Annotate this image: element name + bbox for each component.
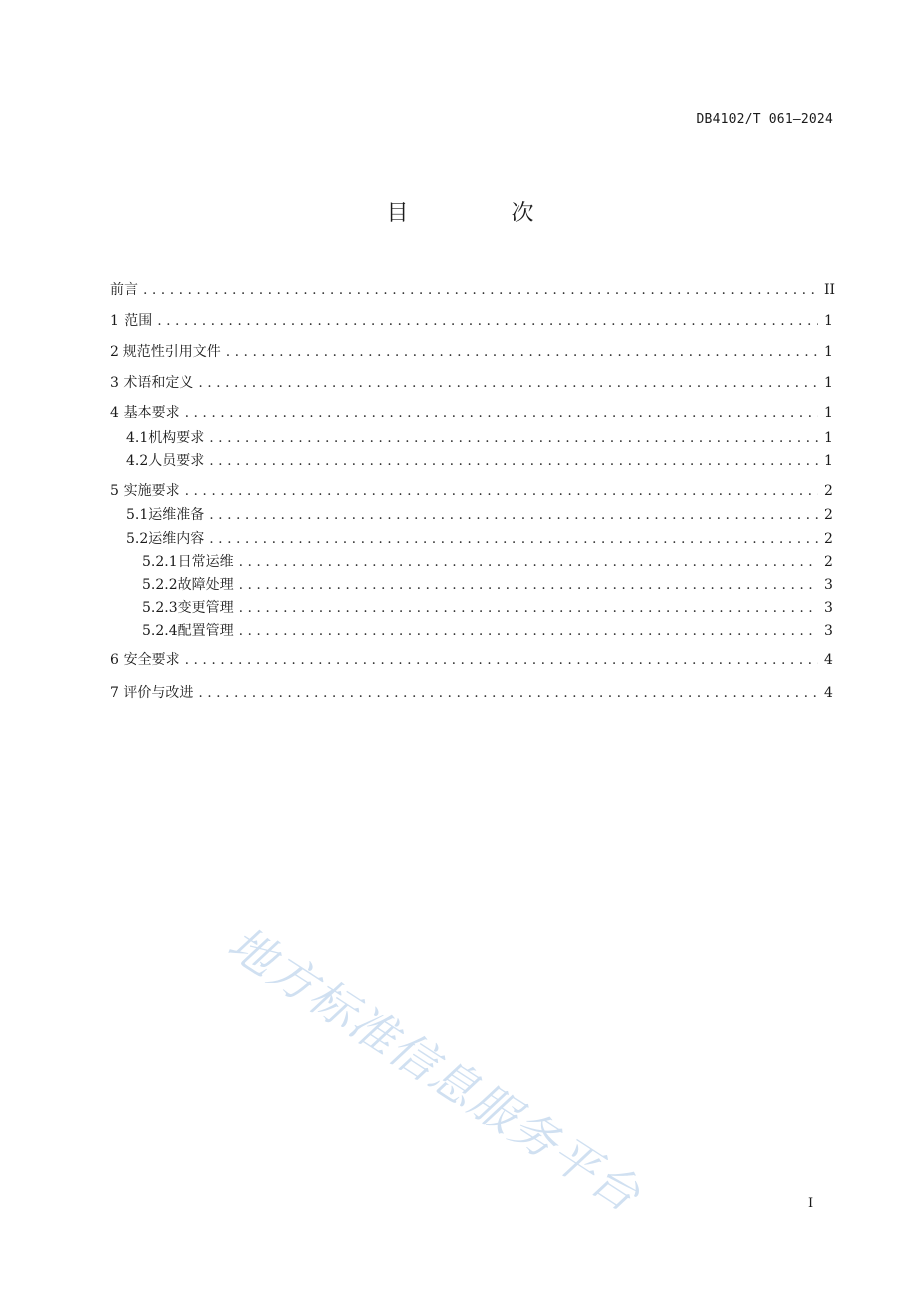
toc-entry[interactable]	[142, 575, 832, 595]
toc-entry[interactable]	[126, 505, 832, 525]
toc-entry-number: 5.2.4	[142, 623, 178, 639]
toc-dot-leader	[239, 575, 818, 595]
toc-entry-label: 术语和定义	[123, 375, 194, 391]
toc-entry-label: 故障处理	[177, 577, 234, 593]
toc-entry[interactable]	[126, 428, 832, 448]
toc-entry-page: 2	[824, 507, 833, 523]
toc-entry-number: 5.1	[126, 507, 149, 523]
toc-entry-page: 1	[824, 453, 833, 469]
toc-dot-leader	[209, 529, 818, 549]
toc-entry-label: 变更管理	[177, 600, 234, 616]
toc-entry-page: 1	[824, 313, 833, 329]
toc-entry[interactable]	[110, 683, 832, 703]
toc-entry-number: 3	[110, 375, 119, 391]
toc-entry-page: 1	[824, 405, 833, 421]
toc-entry[interactable]	[126, 451, 832, 471]
toc-entry-page: 2	[824, 483, 833, 499]
toc-entry-label: 规范性引用文件	[122, 344, 221, 360]
toc-dot-leader	[239, 598, 818, 618]
toc-entry-label: 配置管理	[177, 623, 234, 639]
toc-entry-number: 1	[110, 313, 119, 329]
toc-entry[interactable]	[142, 598, 832, 618]
toc-entry-label: 前言	[110, 282, 138, 298]
toc-dot-leader	[143, 280, 818, 300]
toc-entry[interactable]	[110, 311, 832, 331]
toc-entry-number: 7	[110, 685, 119, 701]
toc-title: 目 次	[386, 201, 582, 226]
toc-entry-page: 4	[824, 652, 833, 668]
toc-entry-page: 1	[824, 344, 833, 360]
toc-entry-label: 基本要求	[123, 405, 180, 421]
toc-entry-number: 2	[110, 344, 119, 360]
toc-entry-page: 2	[824, 531, 833, 547]
toc-entry[interactable]	[110, 280, 836, 300]
toc-entry-number: 5	[110, 483, 119, 499]
toc-entry-label: 日常运维	[177, 554, 234, 570]
toc-entry-page: 3	[824, 577, 833, 593]
toc-dot-leader	[198, 373, 818, 393]
toc-entry-number: 5.2.1	[142, 554, 178, 570]
toc-entry-label: 范围	[124, 313, 153, 329]
toc-entry-label: 人员要求	[148, 453, 205, 469]
document-code: DB4102/T 061—2024	[696, 112, 833, 127]
toc-entry-number: 4.1	[126, 430, 149, 446]
toc-entry-page: 4	[824, 685, 833, 701]
toc-entry-label: 运维内容	[148, 531, 205, 547]
toc-entry[interactable]	[110, 342, 832, 362]
toc-entry[interactable]	[110, 403, 832, 423]
toc-entry-number: 5.2	[126, 531, 149, 547]
toc-entry-label: 运维准备	[148, 507, 205, 523]
toc-entry[interactable]	[142, 621, 832, 641]
toc-entry-label: 安全要求	[123, 652, 180, 668]
toc-entry-number: 5.2.3	[142, 600, 178, 616]
page-number: I	[808, 1196, 814, 1211]
toc-entry-label: 机构要求	[148, 430, 205, 446]
toc-dot-leader	[185, 650, 818, 670]
toc-entry-page: 3	[824, 600, 833, 616]
toc-entry-number: 4	[110, 405, 119, 421]
watermark: 地方标准信息服务平台	[218, 915, 651, 1223]
toc-entry-page: II	[824, 282, 836, 298]
toc-entry[interactable]	[110, 650, 832, 670]
toc-entry-label: 评价与改进	[123, 685, 194, 701]
toc-entry[interactable]	[110, 481, 832, 501]
toc-entry[interactable]	[110, 373, 832, 393]
toc-dot-leader	[198, 683, 818, 703]
toc-dot-leader	[239, 621, 818, 641]
toc-dot-leader	[209, 428, 818, 448]
toc-dot-leader	[209, 505, 818, 525]
toc-entry-number: 5.2.2	[142, 577, 178, 593]
toc-entry-number: 6	[110, 652, 119, 668]
toc-entry-label: 实施要求	[123, 483, 180, 499]
toc-dot-leader	[157, 311, 818, 331]
toc-dot-leader	[239, 552, 818, 572]
toc-entry-page: 3	[824, 623, 833, 639]
toc-entry-page: 1	[824, 430, 833, 446]
toc-entry-page: 1	[824, 375, 833, 391]
toc-entry[interactable]	[142, 552, 832, 572]
toc-entry-page: 2	[824, 554, 833, 570]
toc-entry[interactable]	[126, 529, 832, 549]
toc-dot-leader	[226, 342, 818, 362]
toc-dot-leader	[185, 403, 818, 423]
toc-dot-leader	[185, 481, 818, 501]
toc-dot-leader	[209, 451, 818, 471]
toc-entry-number: 4.2	[126, 453, 149, 469]
